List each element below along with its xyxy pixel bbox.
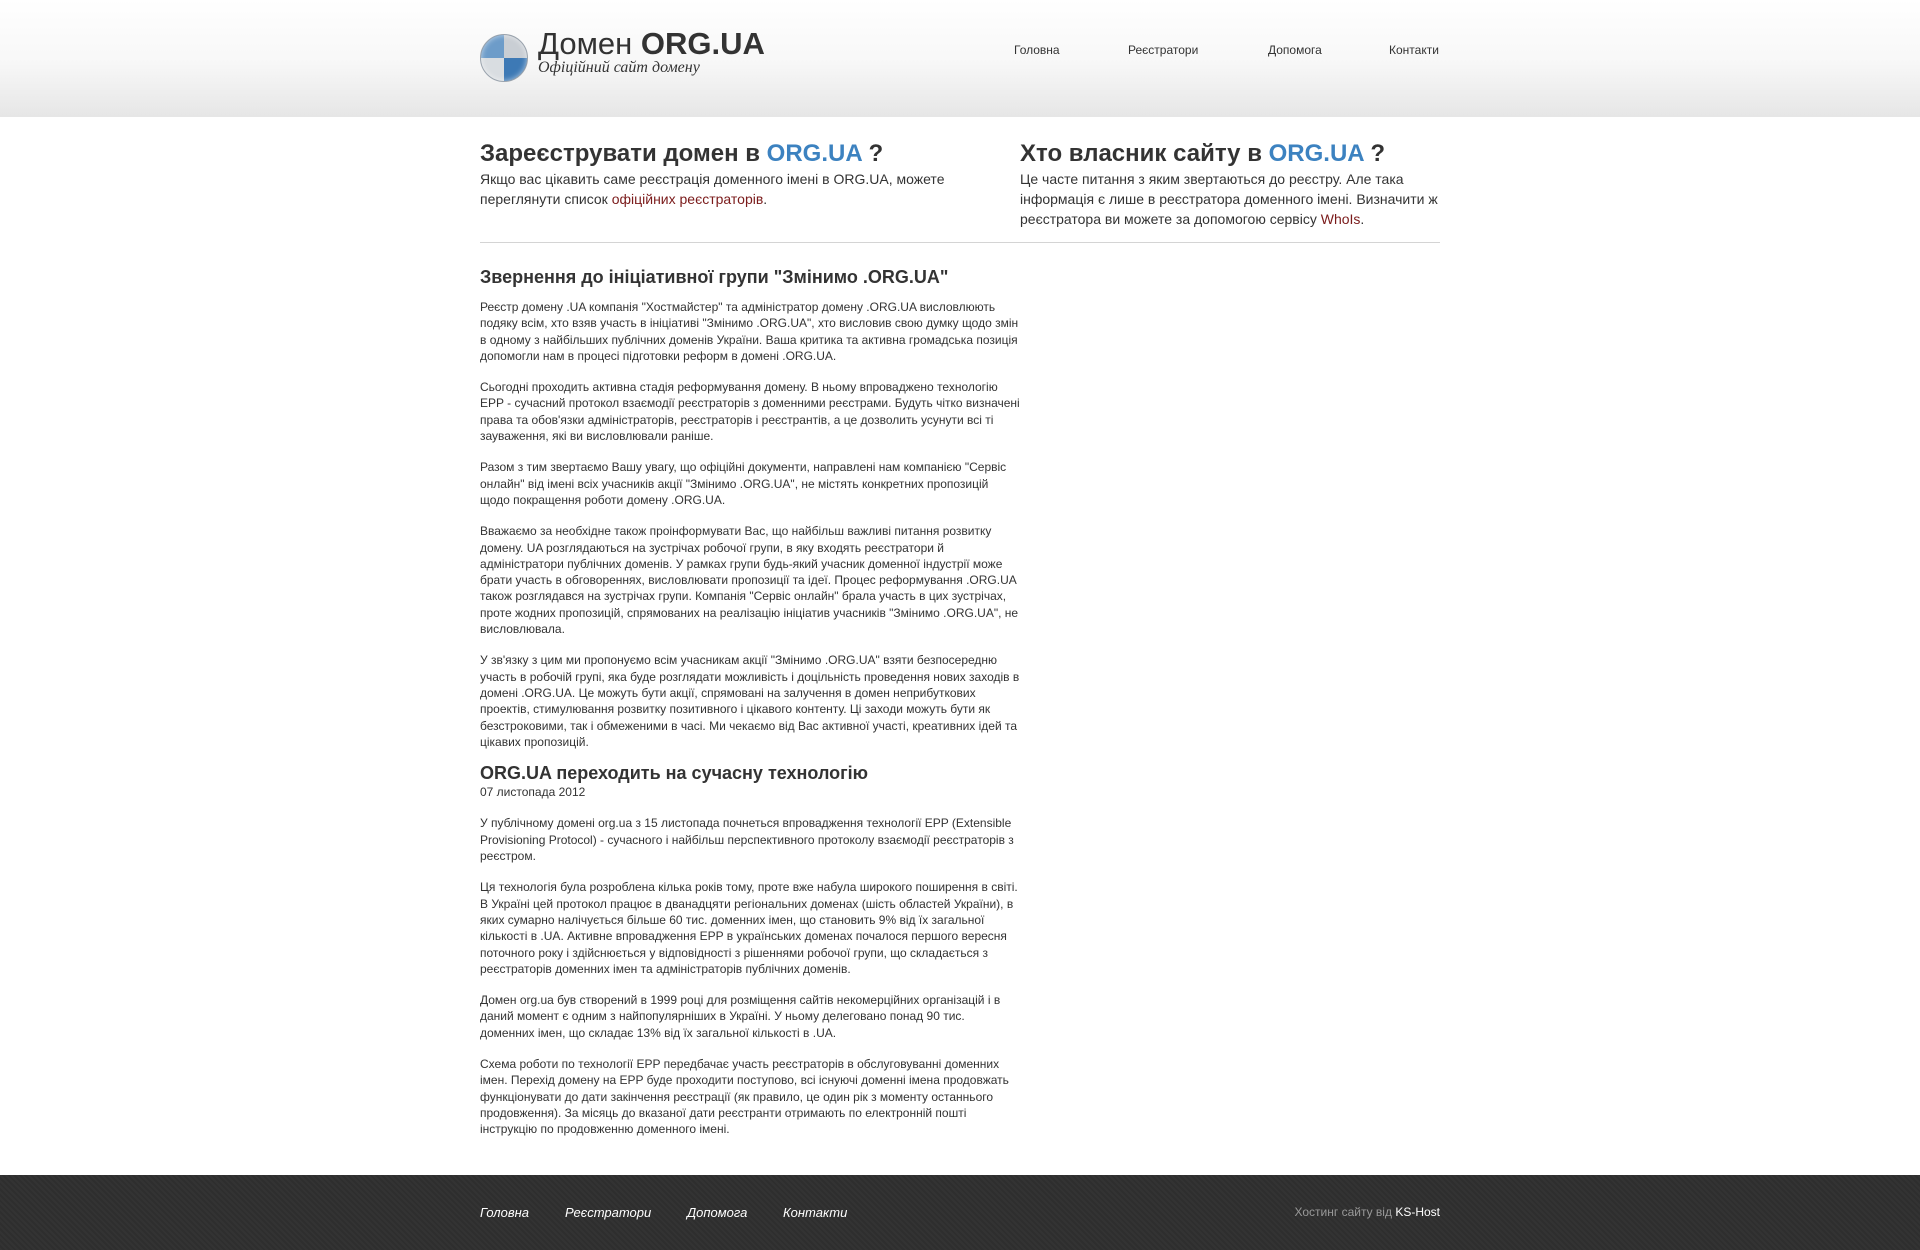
register-heading: Зареєструвати домен в ORG.UA ? (480, 140, 884, 167)
main-content (480, 266, 1021, 1137)
whois-link[interactable]: WhoIs (1320, 211, 1361, 227)
logo-icon[interactable] (480, 34, 528, 82)
nav-home-link[interactable]: Головна (1014, 43, 1060, 57)
site-subtitle: Офіційний сайт домену (538, 59, 700, 76)
register-text: Якщо вас цікавить саме реєстрація доменного імені в ORG.UA, можете переглянути список офіційних реєстраторів. (480, 171, 945, 207)
owner-text: Це часте питання з яким звертаються до реєстру. Але така інформація є лише в реєстратора доменного імені. Визначити ж реєстратора ви можете за допомогою сервісу WhoIs. (1020, 171, 1438, 227)
footer-registrars-link[interactable]: Реєстратори (565, 1205, 652, 1220)
article-paragraph: Ця технологія була розроблена кілька років тому, проте вже набула широкого поширення в світі. В Україні цей протокол працює в дванадцяти регіональних доменах (шість областей України), в яких сумарно налічується більше 60 тис. доменних імен, що становить 9% від їх загальної кількості в .UA. Активне впровадження EPP в українських доменах почалося першого вересня поточного року і здійснюється у відповідності з рішеннями робочої групи, що складається з реєстраторів доменних імен та адміністраторів публічних доменів. (480, 880, 1018, 976)
article-paragraph: Вважаємо за необхідне також проінформувати Вас, що найбільш важливі питання розвитку домену. UA розглядаються на зустрічах робочої групи, в яку входять реєстратори й адміністратори публічних доменів. У рамках групи будь-який учасник доменної індустрії може брати участь в обговореннях, висловлювати пропозиції та ідеї. Процес реформування .ORG.UA також розглядався на зустрічах групи. Компанія "Сервіс онлайн" брала участь в цих зустрічах, проте жодних пропозицій, спрямованих на реалізацію ініціатив учасників "Змінимо .ORG.UA", не висловлювала. (480, 524, 1019, 637)
footer-contacts-link[interactable]: Контакти (783, 1205, 848, 1220)
article-paragraph: Домен org.ua був створений в 1999 році для розміщення сайтів некомерційних організацій і в даний момент є одним з найпопулярніших в Україні. У ньому делеговано понад 90 тис. доменних імен, що складає 13% від їх загальної кількості в .UA. (480, 993, 1001, 1040)
site-title-prefix: Домен (538, 26, 633, 61)
registrars-link[interactable]: офіційних реєстраторів (611, 191, 764, 207)
article-paragraph: Реєстр домену .UA компанія "Хостмайстер" та адміністратор домену .ORG.UA висловлюють подяку всім, хто взяв участь в ініціативі "Змінимо .ORG.UA", хто висловив свою думку щодо змін в одному з найбільших публічних доменів України. Ваша критика та активна громадська позиція допомогли нам в процесі підготовки реформ в домені .ORG.UA. (480, 300, 1019, 363)
nav-registrars-link[interactable]: Реєстратори (1128, 43, 1199, 57)
article-paragraph: Схема роботи по технології EPP передбачає участь реєстраторів в обслуговуванні доменних імен. Перехід домену на EPP буде проходити поступово, всі існуючі доменні імена продовжать функціонувати до дати закінчення реєстрації (як правило, це один рік з моменту останнього продовження). За місяць до вказаної дати реєстранти отримають по електронній пошті інструкцію по продовженню доменного імені. (480, 1056, 1009, 1137)
footer-help-link[interactable]: Допомога (687, 1205, 748, 1220)
site-header (0, 0, 1920, 117)
article-title: ORG.UA переходить на сучасну технологію (480, 763, 869, 784)
site-footer (0, 1175, 1920, 1250)
article-title: Звернення до ініціативної групи "Змінимо .ORG.UA" (480, 267, 949, 287)
site-title-domain: ORG.UA (640, 26, 765, 61)
nav-contacts-link[interactable]: Контакти (1389, 43, 1439, 57)
owner-heading-domain: ORG.UA (1268, 140, 1364, 167)
divider (480, 242, 1440, 243)
article-paragraph: У зв'язку з цим ми пропонуємо всім учасникам акції "Змінимо .ORG.UA" взяти безпосередню участь в робочій групі, яка буде розглядати можливість і доцільність проведення нових заходів в домені .ORG.UA. Це можуть бути акції, спрямовані на залучення в домен неприбуткових проектів, стимулювання розвитку позитивного і цікавого контенту. Ці заходи можуть бути як безстроковими, так і обмеженими в часі. Ми чекаємо від Вас активної участі, креативних ідей та цікавих пропозицій. (480, 653, 1020, 749)
article-paragraph: Сьогодні проходить активна стадія реформування домену. В ньому впроваджено технологію EPP - сучасний протокол взаємодії реєстраторів з доменними реєстрами. Будуть чітко визначені права та обов'язки адміністраторів, реєстраторів і реєстрантів, а це дозволить усунути всі ті зауваження, які ви висловлювали раніше. (480, 380, 1020, 444)
site-title[interactable] (538, 26, 765, 62)
footer-home-link[interactable]: Головна (480, 1205, 530, 1220)
article-paragraph: Разом з тим звертаємо Вашу увагу, що офіційні документи, направлені нам компанією "Сервіс онлайн" від імені всіх учасників акції "Змінимо .ORG.UA", не містять конкретних пропозицій щодо покращення роботи домену .ORG.UA. (480, 460, 1007, 507)
article-paragraph: У публічному домені org.ua з 15 листопада почнеться впровадження технології EPP (Extensible Provisioning Protocol) - сучасного і найбільш перспективного протоколу взаємодії реєстраторів з реєстром. (480, 816, 1014, 864)
hosting-link[interactable]: KS-Host (1395, 1205, 1440, 1219)
article-date: 07 листопада 2012 (480, 785, 586, 800)
register-heading-domain: ORG.UA (766, 140, 862, 167)
nav-help-link[interactable]: Допомога (1268, 43, 1322, 57)
owner-heading: Хто власник сайту в ORG.UA ? (1020, 140, 1386, 167)
hosting-credit: Хостинг сайту від KS-Host (1294, 1205, 1440, 1219)
